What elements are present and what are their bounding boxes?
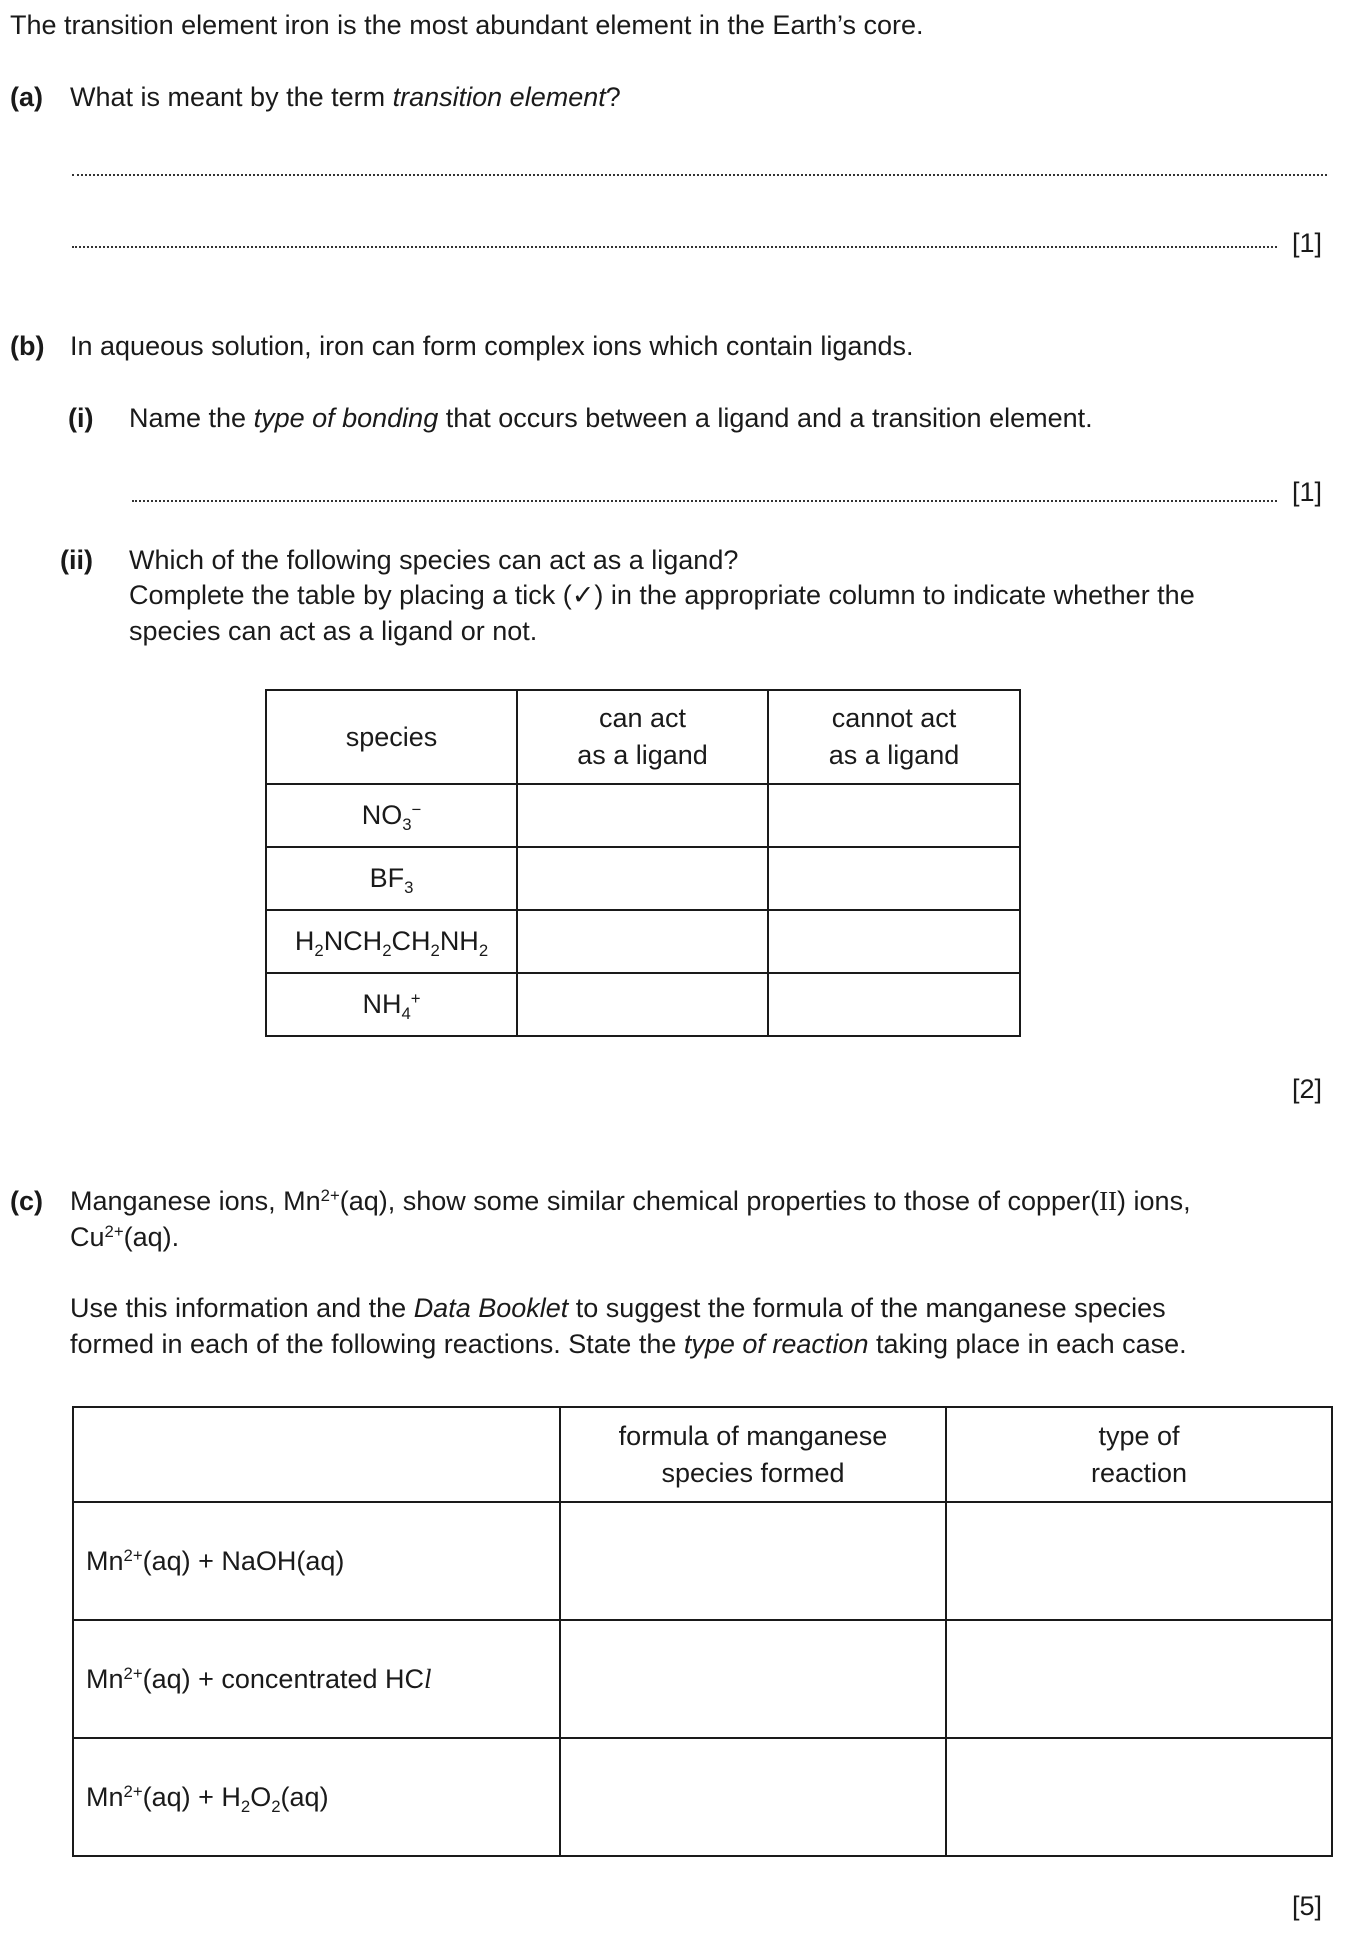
header-can-act-line2: as a ligand xyxy=(577,740,708,770)
part-a-label: (a) xyxy=(10,82,43,112)
can-act-cell-4[interactable] xyxy=(517,973,768,1036)
part-b-label: (b) xyxy=(10,331,45,361)
header-cannot-act-line1: cannot act xyxy=(831,703,957,733)
part-c-para1-line2 xyxy=(70,1222,179,1253)
part-b-ii-mark: [2] xyxy=(1292,1074,1323,1104)
table-row xyxy=(73,1502,1332,1620)
cannot-act-cell-4[interactable] xyxy=(768,973,1020,1036)
part-b-i-label: (i) xyxy=(68,403,94,433)
c-p1l2-sup: 2+ xyxy=(104,1221,124,1241)
c-p1-post: ) ions, xyxy=(1117,1186,1191,1216)
table-row xyxy=(266,973,1020,1036)
part-a-question-pre: What is meant by the term xyxy=(70,82,393,112)
header-cannot-act-line2: as a ligand xyxy=(828,740,960,770)
header-type xyxy=(946,1407,1332,1502)
table-row xyxy=(266,784,1020,847)
part-b-ii-label: (ii) xyxy=(60,545,93,575)
ligand-table-header xyxy=(266,690,1020,784)
answer-line-a-1[interactable] xyxy=(72,174,1327,176)
c-p2l2-term: type of reaction xyxy=(683,1329,869,1359)
part-a-term: transition element xyxy=(392,82,606,112)
c-p1-sup: 2+ xyxy=(320,1185,340,1205)
table-row xyxy=(73,1738,1332,1856)
c-p2l2-post: taking place in each case. xyxy=(868,1329,1187,1359)
c-p1l2-post: (aq). xyxy=(123,1222,180,1252)
part-b-i-question xyxy=(129,403,1093,434)
type-cell-1[interactable] xyxy=(946,1502,1332,1620)
species-cell-ammonium: $NH_4^+$ xyxy=(266,973,517,1036)
c-p2l1-pre: Use this information and the xyxy=(70,1293,414,1323)
c-p1-mid: (aq), show some similar chemical properties to those of copper( xyxy=(339,1186,1100,1216)
part-c-mark: [5] xyxy=(1292,1891,1323,1921)
part-a-question xyxy=(70,82,621,113)
part-c-para2-line1 xyxy=(70,1293,1166,1324)
c-p2l2-pre: formed in each of the following reactions. State the xyxy=(70,1329,684,1359)
ligand-table xyxy=(265,689,1021,1037)
part-b-i-term: type of bonding xyxy=(253,403,439,433)
part-c-para1-line1 xyxy=(70,1186,1191,1217)
c-p2l1-post: to suggest the formula of the manganese species xyxy=(568,1293,1166,1323)
formula-cell-3[interactable] xyxy=(560,1738,946,1856)
type-cell-2[interactable] xyxy=(946,1620,1332,1738)
part-b-ii-line1: Which of the following species can act as a ligand? xyxy=(129,545,739,575)
species-cell-bf3: $BF_3$ xyxy=(266,847,517,910)
part-b-ii-line2 xyxy=(129,580,1195,611)
cannot-act-cell-1[interactable] xyxy=(768,784,1020,847)
part-b-stem: In aqueous solution, iron can form complex ions which contain ligands. xyxy=(70,331,914,361)
species-cell-ethylenediamine: $H_2NCH_2CH_2NH_2$ xyxy=(266,910,517,973)
can-act-cell-2[interactable] xyxy=(517,847,768,910)
part-b-i-question-post: that occurs between a ligand and a transition element. xyxy=(438,403,1093,433)
header-type-line2: reaction xyxy=(1090,1457,1188,1488)
can-act-cell-1[interactable] xyxy=(517,784,768,847)
intro-text: The transition element iron is the most abundant element in the Earth’s core. xyxy=(10,10,924,40)
header-can-act xyxy=(517,690,768,784)
part-a-mark: [1] xyxy=(1292,228,1323,258)
formula-cell-1[interactable] xyxy=(560,1502,946,1620)
answer-line-a-2[interactable] xyxy=(72,246,1277,248)
header-blank xyxy=(73,1407,560,1502)
answer-line-b-i[interactable] xyxy=(132,500,1277,502)
header-formula-line1: formula of manganese xyxy=(618,1420,888,1451)
header-can-act-line1: can act xyxy=(598,703,687,733)
part-b-i-mark: [1] xyxy=(1292,477,1323,507)
part-c-para2-line2 xyxy=(70,1329,1187,1360)
type-cell-3[interactable] xyxy=(946,1738,1332,1856)
part-b-ii-line2-pre: Complete the table by placing a tick ( xyxy=(129,580,572,610)
formula-cell-2[interactable] xyxy=(560,1620,946,1738)
manganese-table xyxy=(72,1406,1333,1857)
part-b-i-question-pre: Name the xyxy=(129,403,254,433)
header-formula xyxy=(560,1407,946,1502)
c-p1-pre: Manganese ions, Mn xyxy=(70,1186,321,1216)
cannot-act-cell-3[interactable] xyxy=(768,910,1020,973)
species-cell-nitrate: $NO_3^-$ xyxy=(266,784,517,847)
manganese-table-header xyxy=(73,1407,1332,1502)
part-b-ii-line3: species can act as a ligand or not. xyxy=(129,616,538,646)
c-p2l1-term: Data Booklet xyxy=(413,1293,569,1323)
part-b-ii-line2-post: ) in the appropriate column to indicate whether the xyxy=(594,580,1195,610)
cannot-act-cell-2[interactable] xyxy=(768,847,1020,910)
reaction-cell-naoh: $Mn^{2+}(aq)$ + NaOH(aq) xyxy=(73,1502,560,1620)
table-row xyxy=(266,847,1020,910)
c-p1l2-pre: Cu xyxy=(70,1222,105,1252)
can-act-cell-3[interactable] xyxy=(517,910,768,973)
part-c-label: (c) xyxy=(10,1186,43,1216)
table-row xyxy=(266,910,1020,973)
header-cannot-act xyxy=(768,690,1020,784)
c-p1-oxidation-state: II xyxy=(1099,1186,1118,1216)
header-type-line1: type of xyxy=(1098,1420,1180,1451)
header-species: species xyxy=(266,690,517,784)
tick-icon: ✓ xyxy=(571,580,595,611)
reaction-cell-hcl: $Mn^{2+}(aq)$ + concentrated HCl xyxy=(73,1620,560,1738)
header-formula-line2: species formed xyxy=(661,1457,845,1488)
part-a-question-post: ? xyxy=(605,82,621,112)
reaction-cell-h2o2: $Mn^{2+}(aq) + H_2O_2(aq)$ xyxy=(73,1738,560,1856)
table-row xyxy=(73,1620,1332,1738)
